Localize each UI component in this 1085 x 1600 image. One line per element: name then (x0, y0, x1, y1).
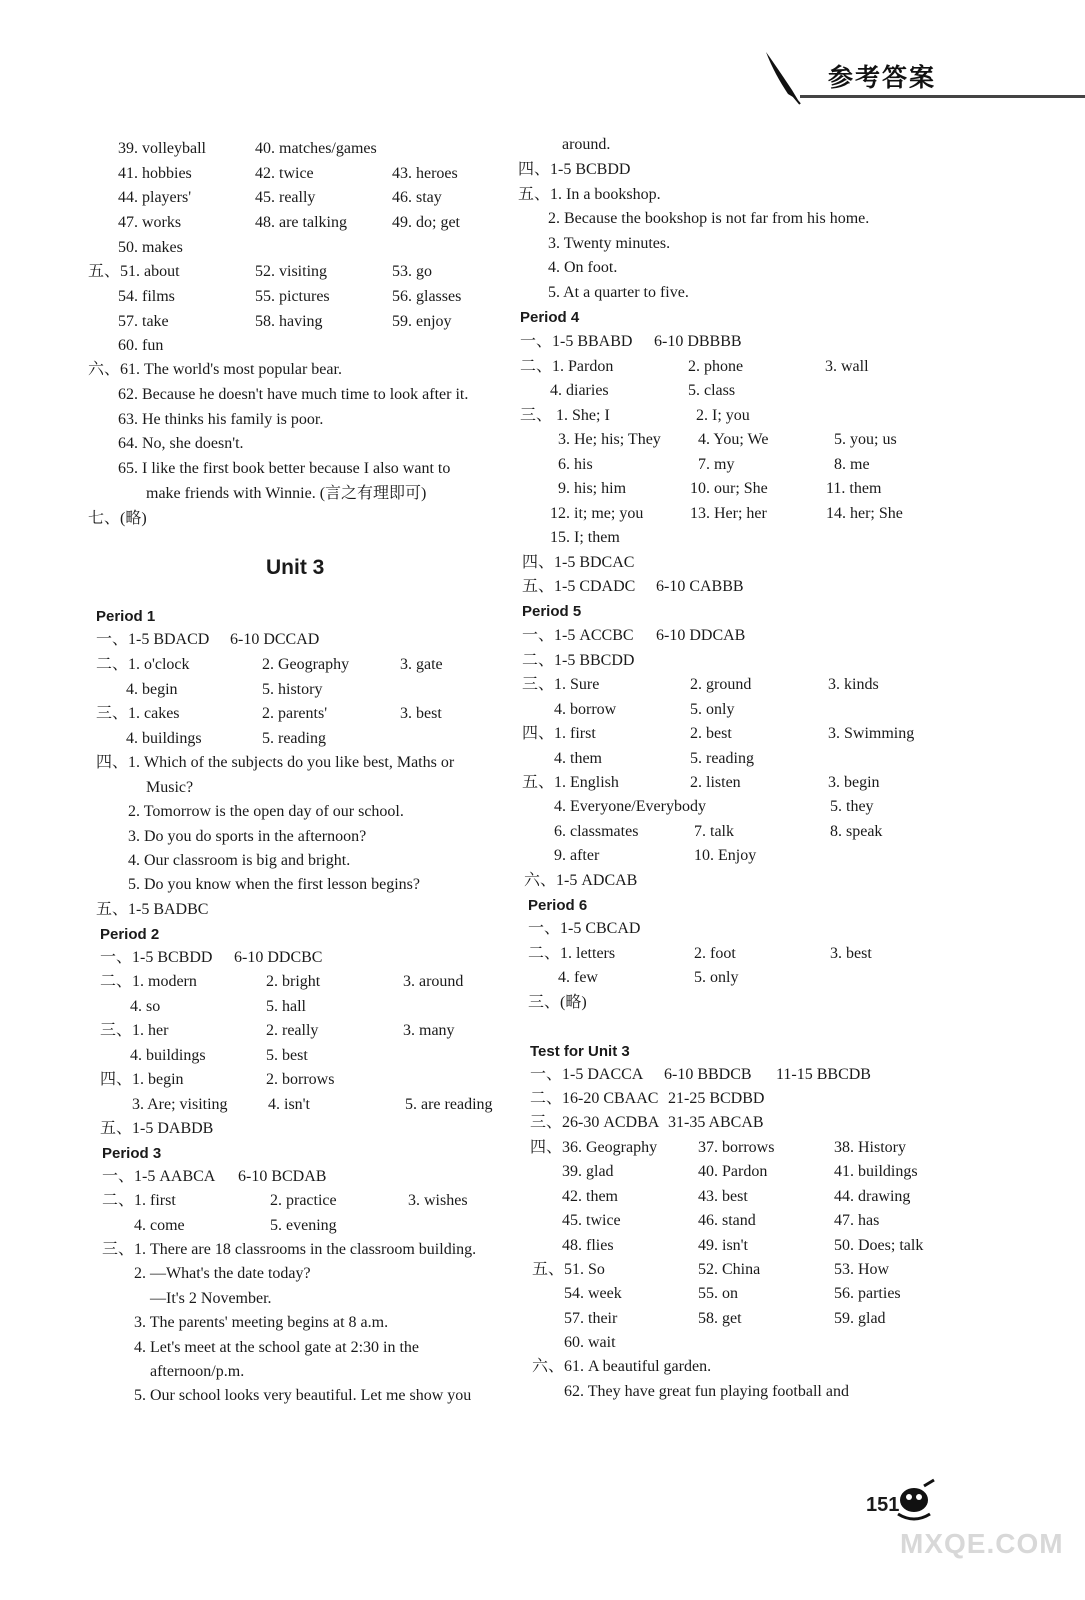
answer-line: 五、1-5 DABDB (100, 1120, 214, 1137)
answer-line: 4. Let's meet at the school gate at 2:30 in the (134, 1339, 420, 1356)
answer-line: 四、1. Which of the subjects do you like best, Maths or (96, 754, 455, 771)
header-title: 参考答案 (828, 63, 937, 92)
answer-line: 5. Do you know when the first lesson begins? (128, 876, 420, 893)
header-rule (800, 95, 1085, 98)
answer-line: 15. I; them (550, 529, 620, 546)
answer-line: 五、1-5 BADBC (96, 901, 209, 918)
answer-line: 七、(略) (88, 510, 147, 527)
answer-line: —It's 2 November. (150, 1290, 272, 1307)
answer-line: 2. Tomorrow is the open day of our school. (128, 803, 404, 820)
unit-heading: Unit 3 (266, 556, 325, 579)
answer-line: 2. Because the bookshop is not far from his home. (548, 210, 870, 227)
page-number: 151 (866, 1494, 900, 1516)
test-heading: Test for Unit 3 (530, 1043, 630, 1060)
answer-line: 六、1-5 ADCAB (524, 872, 638, 889)
answer-line: 4. Our classroom is big and bright. (128, 852, 351, 869)
period-heading: Period 4 (520, 309, 580, 326)
answer-line: 六、61. A beautiful garden. (532, 1358, 712, 1375)
answer-line: 4. On foot. (548, 259, 618, 276)
answer-line: make friends with Winnie. (言之有理即可) (146, 485, 427, 502)
answer-line: afternoon/p.m. (150, 1363, 245, 1380)
answer-line: 2. —What's the date today? (134, 1265, 311, 1282)
pen-nib-icon (762, 50, 804, 106)
answer-line: 四、1-5 BDCAC (522, 554, 635, 571)
answer-line: 三、(略) (528, 994, 587, 1011)
answer-line: 3. Twenty minutes. (548, 235, 671, 252)
answer-line: 62. Because he doesn't have much time to look after it. (118, 386, 469, 403)
period-heading: Period 5 (522, 603, 582, 620)
answer-line: 5. At a quarter to five. (548, 284, 689, 301)
answer-line: 四、1-5 BCBDD (518, 161, 631, 178)
period-heading: Period 1 (96, 608, 156, 625)
answer-line: 五、1. In a bookshop. (518, 186, 661, 203)
answer-line: 64. No, she doesn't. (118, 435, 244, 452)
answer-line: 5. Our school looks very beautiful. Let me show you (134, 1387, 472, 1404)
answer-line: 62. They have great fun playing football and (564, 1383, 849, 1400)
answer-line: Music? (146, 779, 194, 796)
cartoon-mascot-icon (888, 1478, 940, 1526)
answer-line: 60. wait (564, 1334, 616, 1351)
answer-line: 63. He thinks his family is poor. (118, 411, 324, 428)
page-header (0, 0, 1085, 120)
watermark-text: MXQE.COM (900, 1528, 1064, 1559)
answer-line: 三、1. There are 18 classrooms in the classroom building. (102, 1241, 477, 1258)
period-heading: Period 2 (100, 926, 160, 943)
answer-line: 65. I like the first book better because I also want to (118, 460, 451, 477)
answer-line: around. (562, 136, 611, 153)
answer-line: 一、1-5 CBCAD (528, 920, 641, 937)
answer-line: 六、61. The world's most popular bear. (88, 361, 342, 378)
answer-line: 二、1-5 BBCDD (522, 652, 635, 669)
answer-line: 3. The parents' meeting begins at 8 a.m. (134, 1314, 389, 1331)
period-heading: Period 3 (102, 1145, 162, 1162)
answer-line: 3. Do you do sports in the afternoon? (128, 828, 367, 845)
period-heading: Period 6 (528, 897, 588, 914)
